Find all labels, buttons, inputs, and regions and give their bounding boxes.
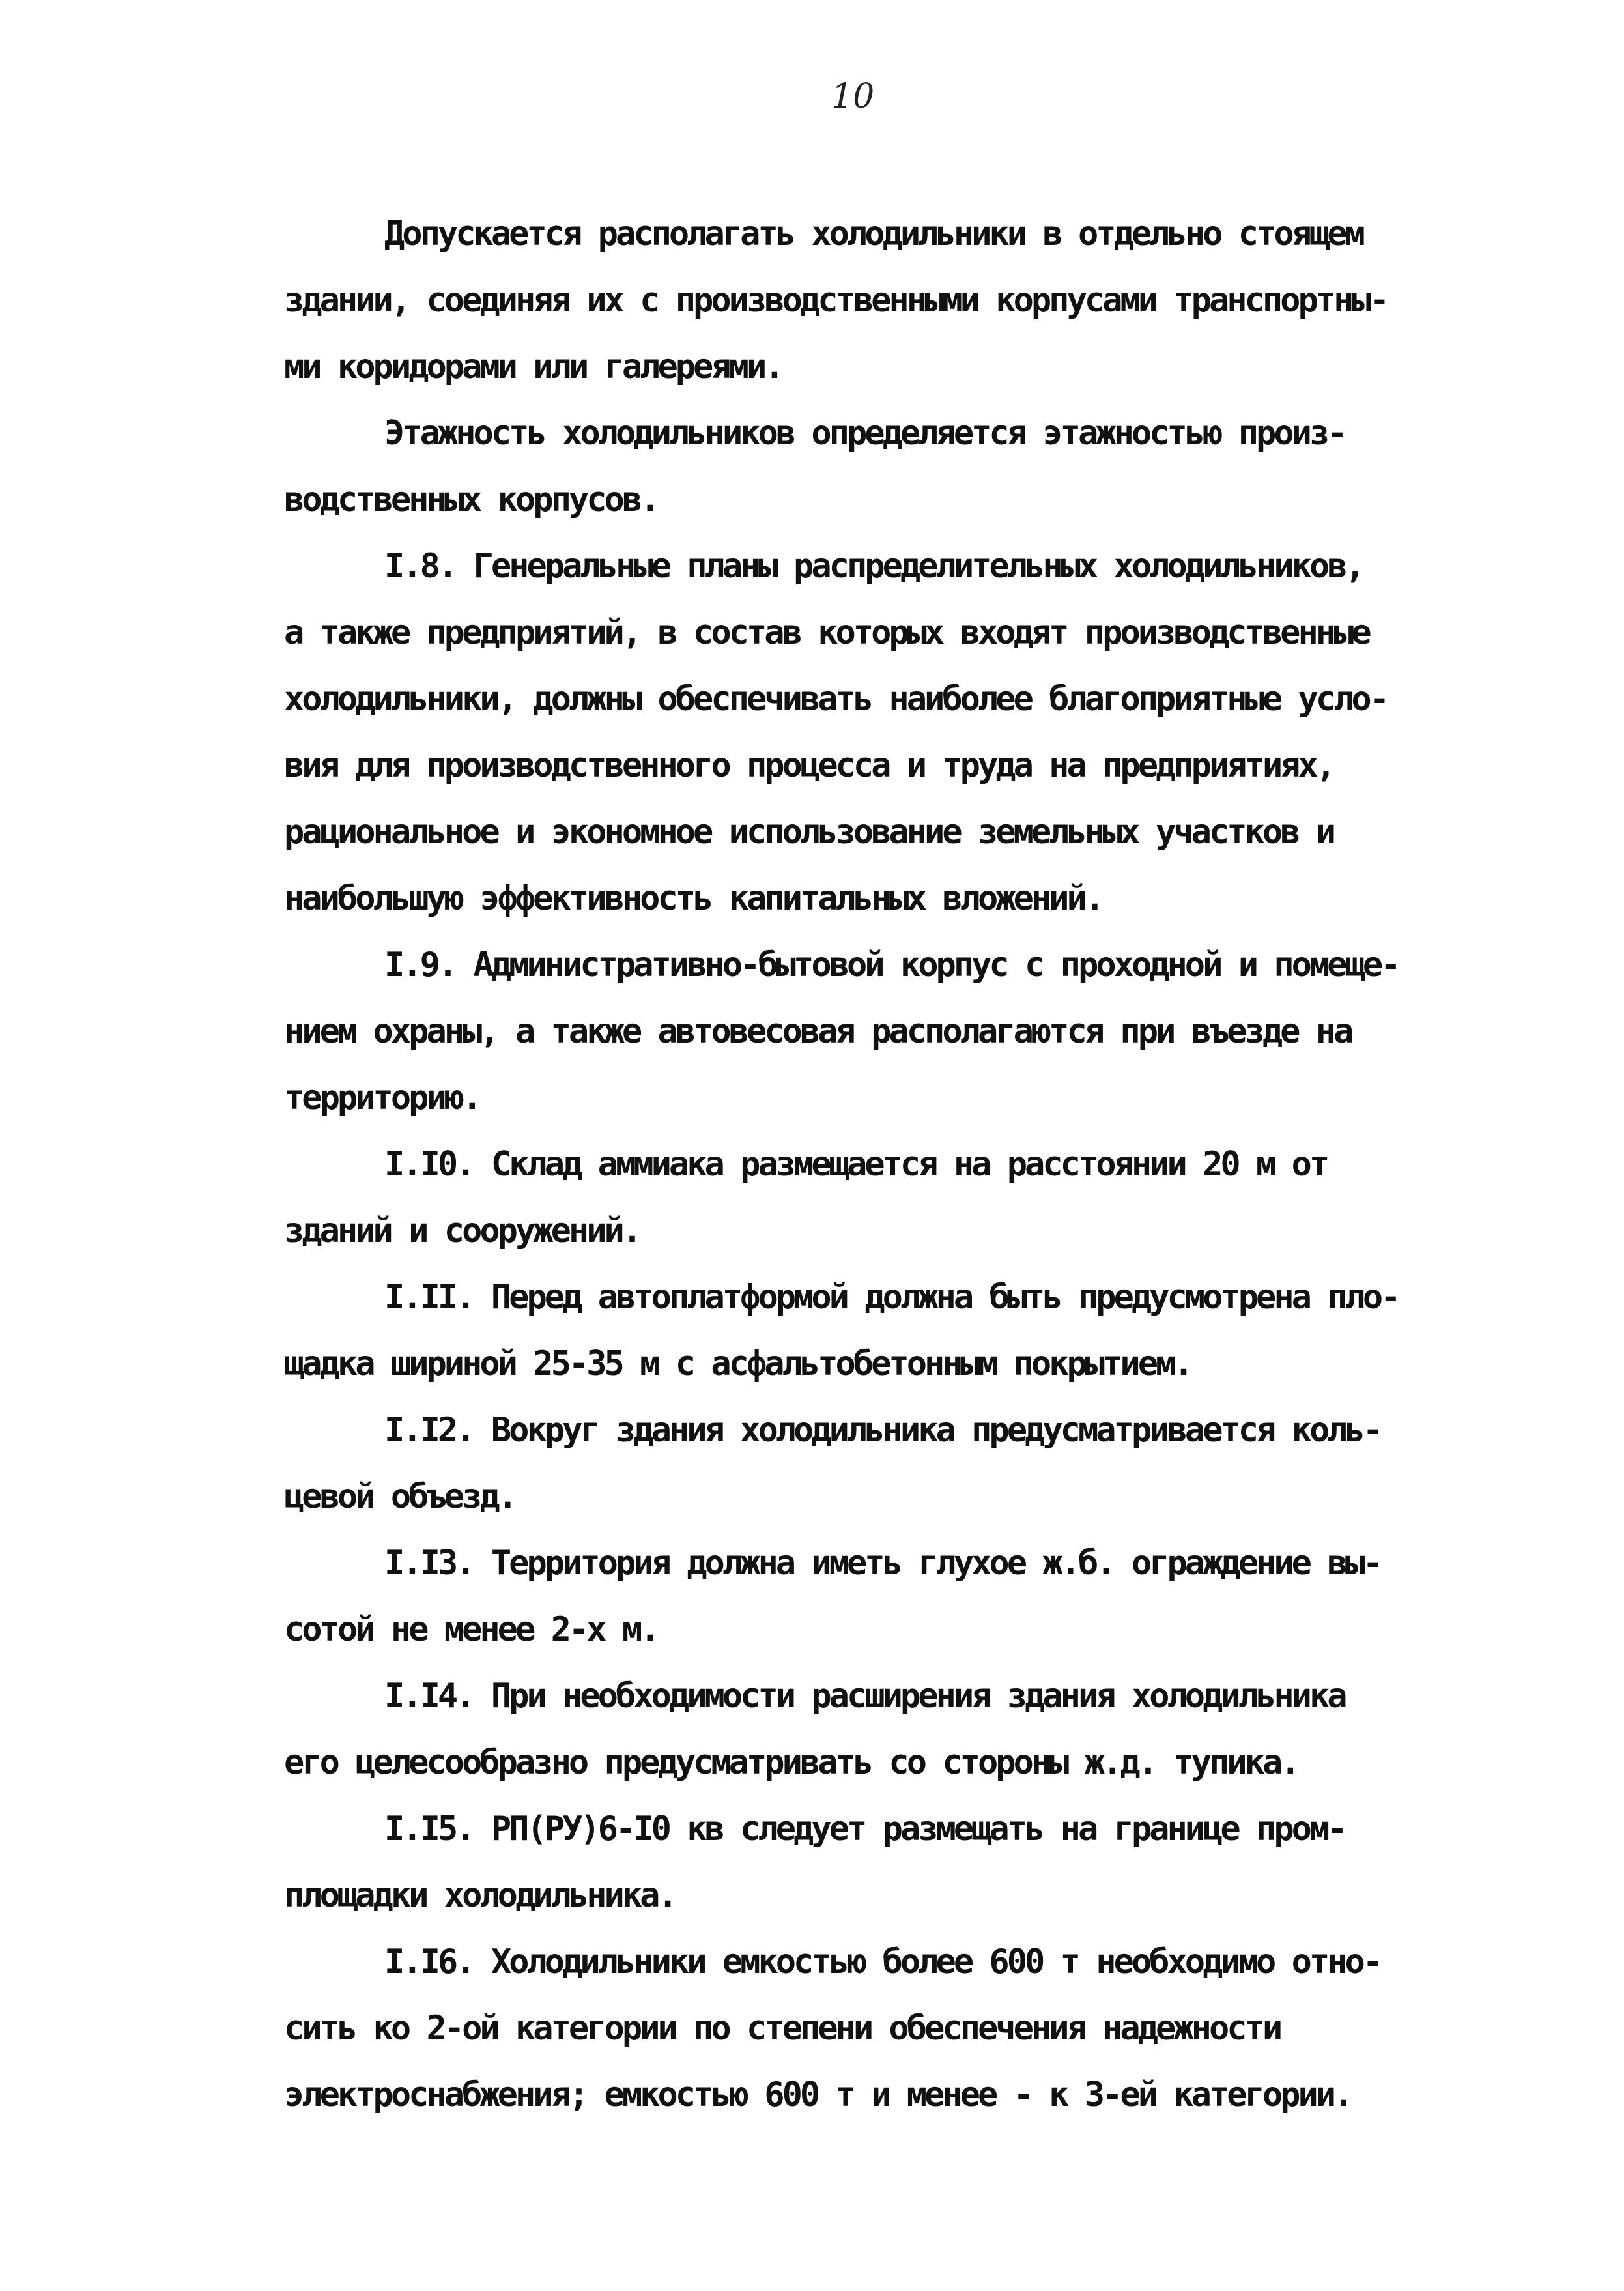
- text-line: его целесообразно предусматривать со стороны ж.д. тупика.: [284, 1743, 1298, 1782]
- text-line: Допускается располагать холодильники в отдельно стоящем: [384, 214, 1363, 253]
- text-line: рациональное и экономное использование земельных участков и: [284, 813, 1334, 852]
- text-line: I.I2. Вокруг здания холодильника предусматривается коль-: [384, 1411, 1381, 1450]
- text-line: I.I0. Склад аммиака размещается на расстоянии 20 м от: [384, 1145, 1328, 1184]
- text-line: холодильники, должны обеспечивать наиболее благоприятные усло-: [284, 680, 1388, 719]
- text-line: I.II. Перед автоплатформой должна быть предусмотрена пло-: [384, 1278, 1399, 1317]
- text-line: Этажность холодильников определяется этажностью произ-: [384, 414, 1345, 453]
- text-line: I.8. Генеральные планы распределительных холодильников,: [384, 547, 1363, 586]
- text-line: ми коридорами или галереями.: [284, 347, 782, 386]
- text-line: электроснабжения; емкостью 600 т и менее - к 3-ей категории.: [284, 2075, 1352, 2114]
- text-line: щадка шириной 25-35 м с асфальтобетонным покрытием.: [284, 1344, 1191, 1383]
- text-line: нием охраны, а также автовесовая располагаются при въезде на: [284, 1012, 1352, 1051]
- text-line: водственных корпусов.: [284, 480, 658, 519]
- text-line: зданий и сооружений.: [284, 1211, 640, 1250]
- text-line: I.I4. При необходимости расширения здания холодильника: [384, 1677, 1345, 1716]
- text-line: I.9. Административно-бытовой корпус с проходной и помеще-: [384, 945, 1399, 985]
- text-line: I.I5. РП(РУ)6-I0 кв следует размещать на границе пром-: [384, 1809, 1345, 1849]
- text-line: площадки холодильника.: [284, 1876, 676, 1915]
- text-line: а также предприятий, в состав которых входят производственные: [284, 613, 1369, 652]
- text-line: I.I6. Холодильники емкостью более 600 т необходимо отно-: [384, 1942, 1381, 1981]
- text-line: I.I3. Территория должна иметь глухое ж.б. ограждение вы-: [384, 1544, 1381, 1583]
- text-line: здании, соединяя их с производственными корпусами транспортны-: [284, 281, 1388, 320]
- text-line: цевой объезд.: [284, 1477, 515, 1516]
- document-body: [284, 201, 1561, 2128]
- text-line: вия для производственного процесса и труда на предприятиях,: [284, 746, 1334, 785]
- text-line: территорию.: [284, 1078, 480, 1117]
- text-line: наибольшую эффективность капитальных вложений.: [284, 879, 1103, 918]
- text-line: сотой не менее 2-х м.: [284, 1610, 658, 1649]
- text-line: сить ко 2-ой категории по степени обеспечения надежности: [284, 2009, 1281, 2048]
- page-number: 10: [831, 77, 875, 116]
